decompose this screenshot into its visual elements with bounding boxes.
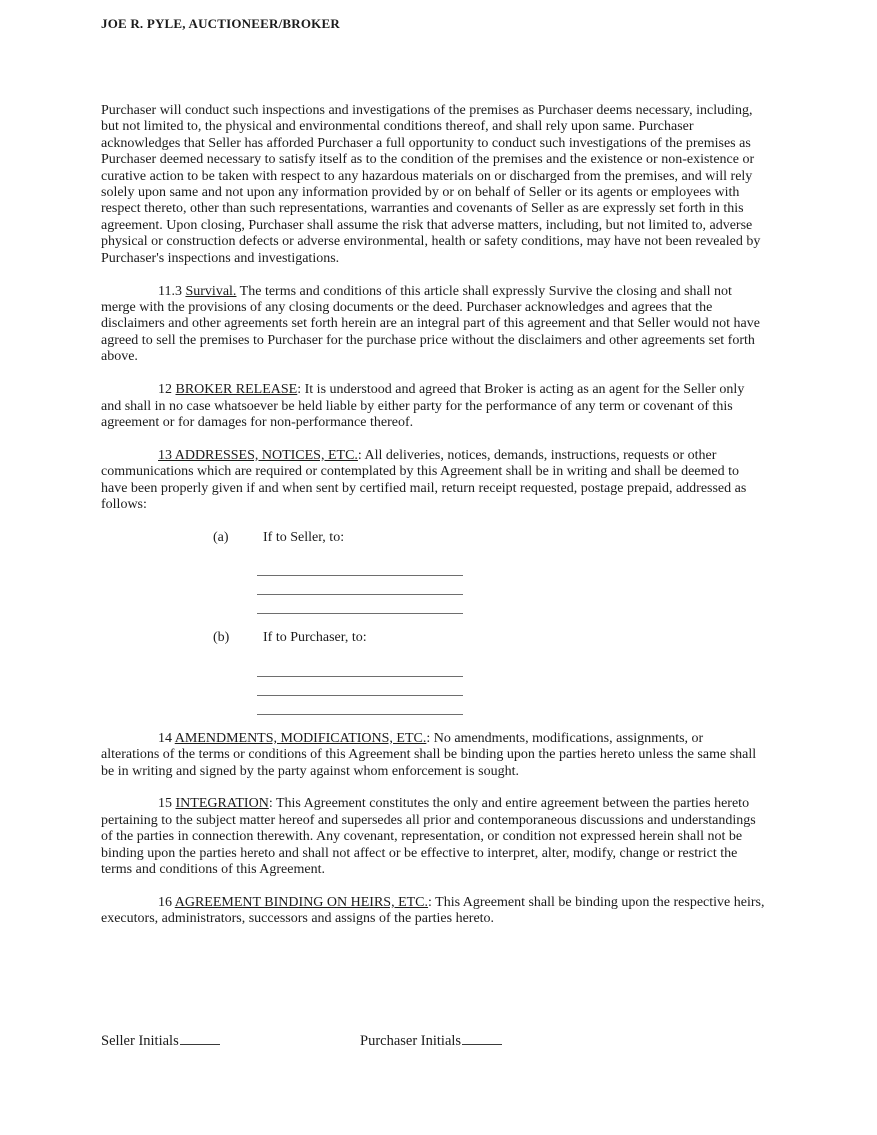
section-heading: AGREEMENT BINDING ON HEIRS, ETC. [174, 895, 429, 910]
address-blank-lines [257, 647, 765, 715]
paragraph [101, 731, 765, 780]
notice-item-label: (a) [213, 529, 229, 545]
paragraph [101, 895, 765, 928]
section-heading: AMENDMENTS, MODIFICATIONS, ETC. [174, 730, 427, 746]
seller-initials-label: Seller Initials [101, 1033, 179, 1049]
seller-initials-slot [101, 1029, 360, 1050]
paragraph-text: : This Agreement shall be binding upon the respective heirs, executors, administrators, successors and assigns of the parties hereto. [101, 895, 765, 927]
paragraph-text: : It is understood and agreed that Broker is acting as an agent for the Seller only and shall in no case whatsoever be held liable by either party for the performance of any term or covenant of this agreement or for damages for non-performance thereof. [101, 382, 745, 430]
paragraph [101, 796, 765, 878]
paragraph [101, 382, 765, 431]
paragraphs-bottom [101, 731, 765, 928]
address-blank-line [257, 658, 463, 677]
paragraph [101, 103, 765, 267]
notice-item-label: (b) [213, 630, 230, 646]
paragraph-text: : No amendments, modifications, assignments, or alterations of the terms or conditions of this Agreement shall be binding upon the parties hereto unless the same shall be in writing and signed by the party against whom enforcement is sought. [101, 730, 757, 779]
address-blank-line [257, 677, 463, 696]
seller-initials-blank-line [180, 1029, 220, 1045]
paragraph-text: : All deliveries, notices, demands, instructions, requests or other communications which are required or contemplated by this Agreement shall be in writing and shall be deemed to have been properly given if and when sent by certified mail, return receipt requested, postage prepaid, addressed as follows: [101, 447, 747, 513]
document-body [101, 103, 765, 944]
paragraph-text: The terms and conditions of this article shall expressly Survive the closing and shall not merge with the provisions of any closing documents or the deed. Purchaser acknowledges and agrees that the disclaimers and other agreements set forth herein are an integral part of this agreement and that Seller would not have agreed to sell the premises to Purchaser for the purchase price without the disclaimers and other agreements set forth above. [101, 283, 760, 365]
purchaser-initials-label: Purchaser Initials [360, 1033, 462, 1049]
notice-block [101, 630, 765, 714]
notice-item-text: If to Purchaser, to: [263, 630, 367, 646]
notice-address-blocks [101, 530, 765, 715]
address-blank-line [257, 576, 463, 595]
purchaser-initials-blank-line [462, 1029, 502, 1045]
section-heading: INTEGRATION [175, 796, 269, 812]
address-blank-line [257, 696, 463, 715]
paragraph-text: 16 [158, 895, 175, 910]
notice-item-text: If to Seller, to: [263, 529, 345, 545]
paragraph-text: 15 [158, 796, 176, 812]
paragraph-text: 11.3 [158, 283, 186, 299]
section-heading: Survival. [185, 283, 237, 299]
paragraph-text: Purchaser will conduct such inspections and investigations of the premises as Purchaser deems necessary, including, but not limited to, the physical and environmental conditions thereof, and shall rely upon same. Purchaser acknowledges that Seller has afforded Purchaser a full opportunity to conduct such investigations of the premises as Purchaser deemed necessary to satisfy itself as to the condition of the premises and the existence or non-existence or curative action to be taken with respect to any hazardous materials on or discharged from the premises, and will rely solely upon same and not upon any information provided by or on behalf of Seller or its agents or employees with respect thereto, other than such representations, warranties and covenants of Seller as are expressly set forth in this agreement. Upon closing, Purchaser shall assume the risk that adverse matters, including, but not limited to, adverse physical or construction defects or adverse environmental, health or safety conditions, may have not been revealed by Purchaser's inspections and investigations. [101, 103, 761, 266]
paragraph-text: 12 [158, 382, 176, 398]
section-heading: 13 ADDRESSES, NOTICES, ETC. [158, 447, 358, 463]
address-blank-line [257, 557, 463, 576]
paragraph-text: : This Agreement constitutes the only and entire agreement between the parties hereto pertaining to the subject matter hereof and supersedes all prior and contemporaneous discussions and understandings of the parties in connection therewith. Any covenant, representation, or condition not expressed herein shall not be binding upon the parties hereto and shall not affect or be effective to interpret, alter, modify, change or restrict the terms and conditions of this Agreement. [101, 796, 756, 878]
section-heading: BROKER RELEASE [175, 382, 298, 398]
address-blank-lines [257, 546, 765, 614]
document-header-title: JOE R. PYLE, AUCTIONEER/BROKER [101, 16, 340, 31]
notice-row [213, 530, 765, 546]
address-blank-line [257, 595, 463, 614]
notice-block [101, 530, 765, 614]
initials-footer [101, 1029, 765, 1050]
paragraph-text: 14 [158, 730, 175, 746]
paragraphs-top [101, 103, 765, 513]
paragraph [101, 448, 765, 514]
notice-row [213, 630, 765, 646]
paragraph [101, 284, 765, 366]
purchaser-initials-slot [360, 1029, 619, 1050]
